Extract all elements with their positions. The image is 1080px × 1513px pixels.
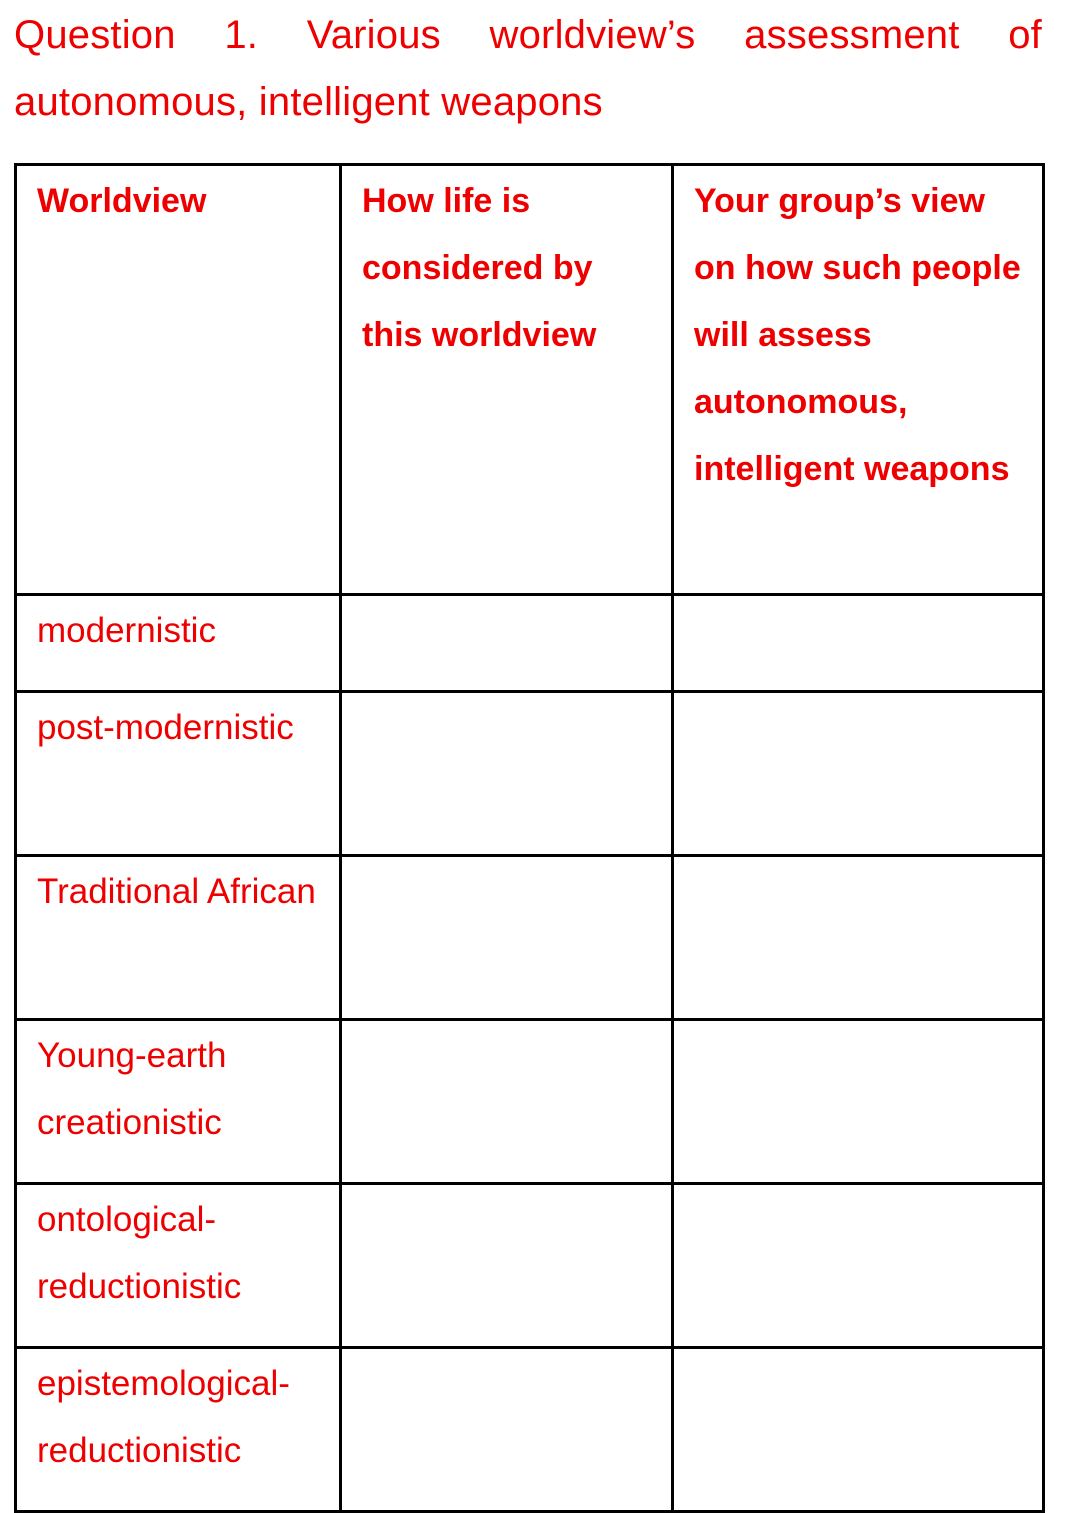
worldview-cell: post-​modernistic (16, 692, 341, 856)
worldview-cell: Traditional African (16, 856, 341, 1020)
life-view-cell[interactable] (341, 1020, 673, 1184)
life-view-cell[interactable] (341, 595, 673, 692)
group-view-cell[interactable] (673, 1348, 1044, 1512)
question-title-line1: Question 1. Various worldview’s assessment of (14, 13, 1042, 57)
question-title (14, 2, 1042, 136)
group-view-cell[interactable] (673, 692, 1044, 856)
group-view-cell[interactable] (673, 856, 1044, 1020)
table-row (16, 1020, 1044, 1184)
group-view-cell[interactable] (673, 1020, 1044, 1184)
question-title-line2: autonomous, intelligent weapons (14, 80, 603, 124)
life-view-cell[interactable] (341, 856, 673, 1020)
table-row (16, 595, 1044, 692)
life-view-cell[interactable] (341, 1348, 673, 1512)
table-row (16, 1348, 1044, 1512)
header-group-view: Your group’s view on how such people will assess autonomous, intelligent weapons (673, 165, 1044, 595)
worldview-cell: epistemological-​reductionistic (16, 1348, 341, 1512)
life-view-cell[interactable] (341, 692, 673, 856)
worldview-cell: Young-​earth creationistic (16, 1020, 341, 1184)
table-row (16, 1184, 1044, 1348)
header-worldview: Worldview (16, 165, 341, 595)
life-view-cell[interactable] (341, 1184, 673, 1348)
table-row (16, 692, 1044, 856)
group-view-cell[interactable] (673, 595, 1044, 692)
worldview-cell: modernistic (16, 595, 341, 692)
worldview-table (14, 163, 1045, 1513)
table-row (16, 856, 1044, 1020)
worldview-cell: ontological-​reductionistic (16, 1184, 341, 1348)
group-view-cell[interactable] (673, 1184, 1044, 1348)
table-header-row (16, 165, 1044, 595)
header-life-view: How life is considered by this worldview (341, 165, 673, 595)
